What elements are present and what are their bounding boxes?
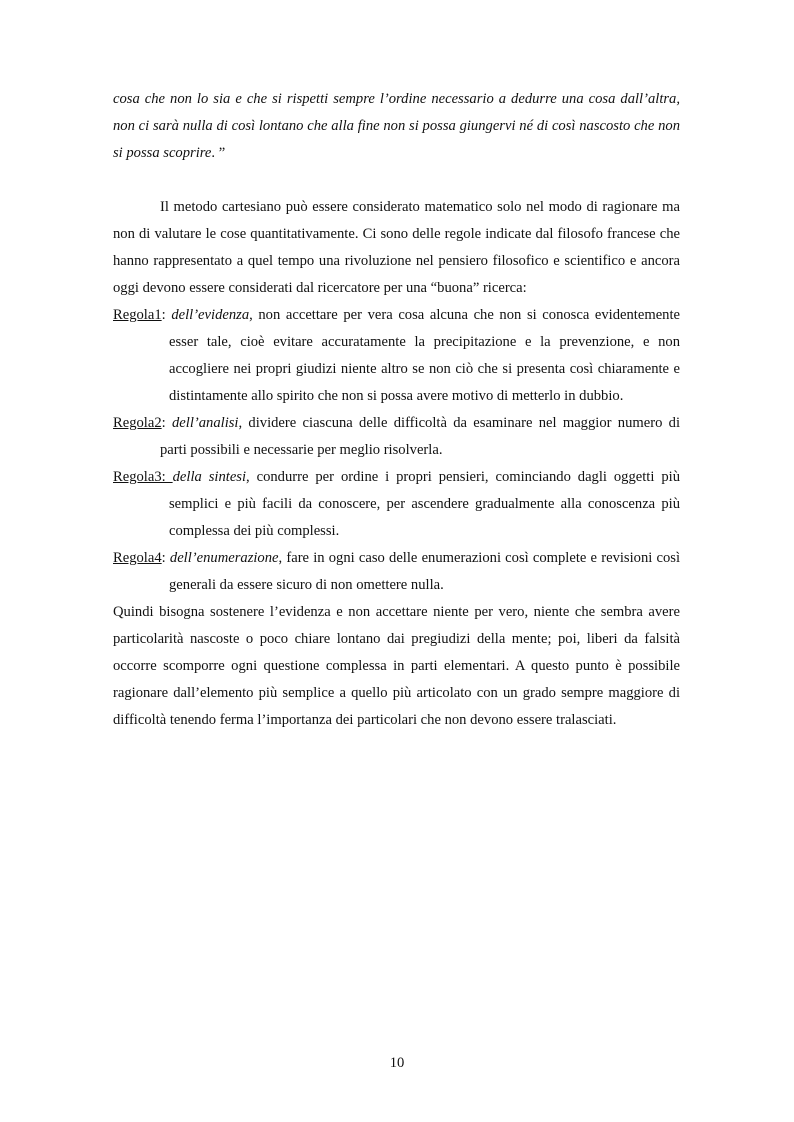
rule-2-label: Regola2	[113, 415, 162, 431]
rule-1-title: dell’evidenza	[171, 307, 250, 323]
rule-2-separator: :	[161, 415, 172, 431]
rule-4	[113, 545, 680, 599]
rule-4-text: , fare in ogni caso delle enumerazioni così complete e revisioni così generali da essere sicuro di non omettere nulla.	[169, 550, 681, 593]
rule-4-label: Regola4	[113, 550, 162, 566]
page-body	[113, 86, 680, 734]
rule-3-text: , condurre per ordine i propri pensieri, cominciando dagli oggetti più semplici e più facili da conoscere, per ascendere gradualmente alla conoscenza più complessa dei più complessi.	[169, 469, 680, 539]
rule-2-text: , dividere ciascuna delle difficoltà da esaminare nel maggior numero di parti possibili e necessarie per meglio risolverla.	[160, 415, 681, 458]
rule-3-title: della sintesi	[172, 469, 247, 485]
conclusion-paragraph: Quindi bisogna sostenere l’evidenza e non accettare niente per vero, niente che sembra avere particolarità nascoste o poco chiare lontano dai pregiudizi della mente; poi, liberi da falsità occorre scomporre ogni questione complessa in parti elementari. A questo punto è possibile ragionare dall’elemento più semplice a quello più articolato con un grado sempre maggiore di difficoltà tenendo ferma l’importanza dei particolari che non devono essere tralasciati.	[113, 604, 680, 728]
page-number: 10	[389, 1055, 405, 1071]
rule-3	[113, 464, 680, 545]
rule-4-separator: :	[161, 550, 170, 566]
rule-2	[113, 410, 680, 464]
rule-1-separator: :	[161, 307, 172, 323]
rule-2-title: dell’analisi	[172, 415, 239, 431]
rule-3-label: Regola3:	[113, 469, 173, 485]
quote-closing: . ”	[211, 145, 226, 161]
rule-1-label: Regola1	[113, 307, 162, 323]
rule-1-text: , non accettare per vera cosa alcuna che non si conosca evidentemente esser tale, cioè evitare accuratamente la precipitazione e la prevenzione, e non accogliere nei propri giudizi niente altro se non ciò che si presenta così chiaramente e distintamente allo spirito che non si possa avere motivo di metterlo in dubbio.	[169, 307, 680, 404]
rule-1	[113, 302, 680, 410]
descartes-quote	[113, 86, 680, 167]
intro-paragraph: Il metodo cartesiano può essere considerato matematico solo nel modo di ragionare ma non di valutare le cose quantitativamente. Ci sono delle regole indicate dal filosofo francese che hanno rappresentato a quel tempo una rivoluzione nel pensiero filosofico e scientifico e ancora oggi devono essere considerati dal ricercatore per una “buona” ricerca:	[113, 199, 680, 296]
quote-text: cosa che non lo sia e che si rispetti sempre l’ordine necessario a dedurre una cosa dall’altra, non ci sarà nulla di così lontano che alla fine non si possa giungervi né di così nascosto che non si possa scoprire	[113, 91, 680, 161]
rule-4-title: dell’enumerazione	[169, 550, 279, 566]
